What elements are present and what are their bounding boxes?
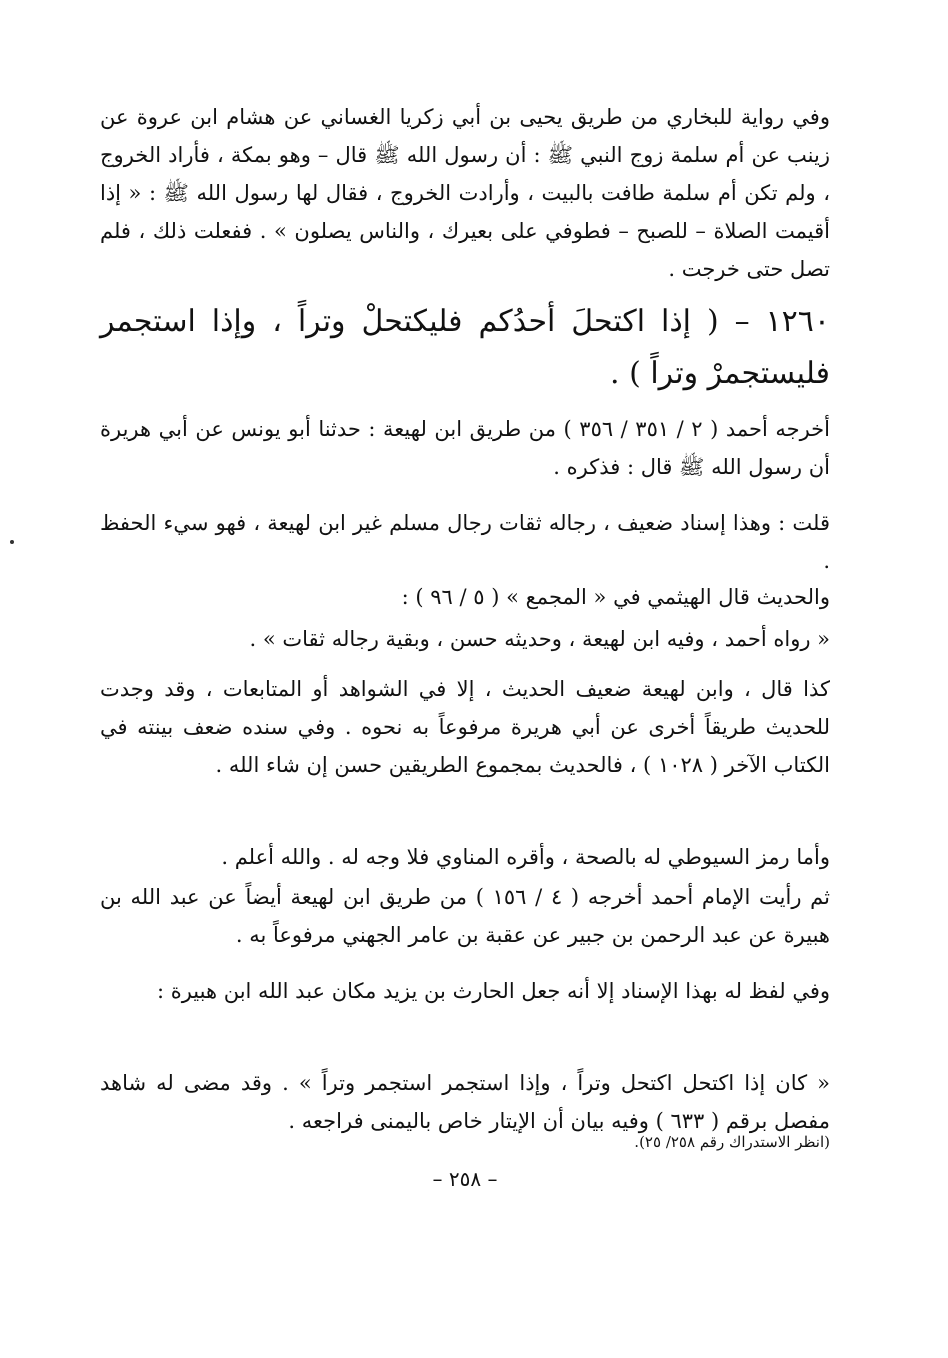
paragraph-author-comment: كذا قال ، وابن لهيعة ضعيف الحديث ، إلا في الشواهد أو المتابعات ، وقد وجدت للحديث طريقاً أخرى عن أبي هريرة مرفوعاً به نحوه . وفي سنده ضعف بينته في الكتاب الآخر ( ١٠٢٨ ) ، فالحديث بمجموع الطريقين حسن إن شاء الله .: [100, 677, 830, 777]
paragraph-suyuti: وأما رمز السيوطي له بالصحة ، وأقره المناوي فلا وجه له . والله أعلم .: [221, 845, 830, 869]
paragraph-final-quote: « كان إذا اكتحل اكتحل وتراً ، وإذا استجمر استجمر وتراً » . وقد مضى له شاهد مفصل برقم ( ٦٣٣ ) وفيه بيان أن الإيتار خاص باليمنى فراجعه .: [100, 1071, 830, 1133]
footnote-istidrak: (انظر الاستدراك رقم ٢٥٨/ ٢٥).: [634, 1133, 830, 1151]
paragraph-haythami-quote: « رواه أحمد ، وفيه ابن لهيعة ، وحديثه حسن ، وبقية رجاله ثقات » .: [249, 627, 830, 651]
page-number: – ٢٥٨ –: [432, 1167, 498, 1191]
paragraph-haythami: والحديث قال الهيثمي في « المجمع » ( ٥ / ٩٦ ) :: [401, 585, 830, 609]
paragraph-bukhari-narration: وفي رواية للبخاري من طريق يحيى بن أبي زكريا الغساني عن هشام ابن عروة عن زينب عن أم سلمة زوج النبي ﷺ : أن رسول الله ﷺ قال – وهو بمكة ، فأراد الخروج ، ولم تكن أم سلمة طافت بالبيت ، وأرادت الخروج ، فقال لها رسول الله ﷺ : « إذا أقيمت الصلاة – للصبح – فطوفي على بعيرك ، والناس يصلون » . ففعلت ذلك ، فلم تصل حتى خرجت .: [100, 105, 830, 281]
hadith-1260-heading: ١٢٦٠ – ( إذا اكتحلَ أحدُكم فليكتحلْ وتراً ، وإذا استجمر فليستجمرْ وتراً ) .: [100, 304, 830, 391]
paragraph-isnad-weak: قلت : وهذا إسناد ضعيف ، رجاله ثقات رجال مسلم غير ابن لهيعة ، فهو سيء الحفظ .: [100, 511, 830, 573]
paragraph-takhrij-ahmad: أخرجه أحمد ( ٢ / ٣٥١ / ٣٥٦ ) من طريق ابن لهيعة : حدثنا أبو يونس عن أبي هريرة أن رسول الله ﷺ قال : فذكره .: [100, 417, 831, 479]
scan-speck: [10, 540, 14, 544]
paragraph-other-wording: وفي لفظ له بهذا الإسناد إلا أنه جعل الحارث بن يزيد مكان عبد الله ابن هبيرة :: [156, 979, 830, 1003]
paragraph-ahmad-second-route: ثم رأيت الإمام أحمد أخرجه ( ٤ / ١٥٦ ) من طريق ابن لهيعة أيضاً عن عبد الله بن هبيرة عن عبد الرحمن بن جبير عن عقبة بن عامر الجهني مرفوعاً به .: [100, 885, 830, 947]
